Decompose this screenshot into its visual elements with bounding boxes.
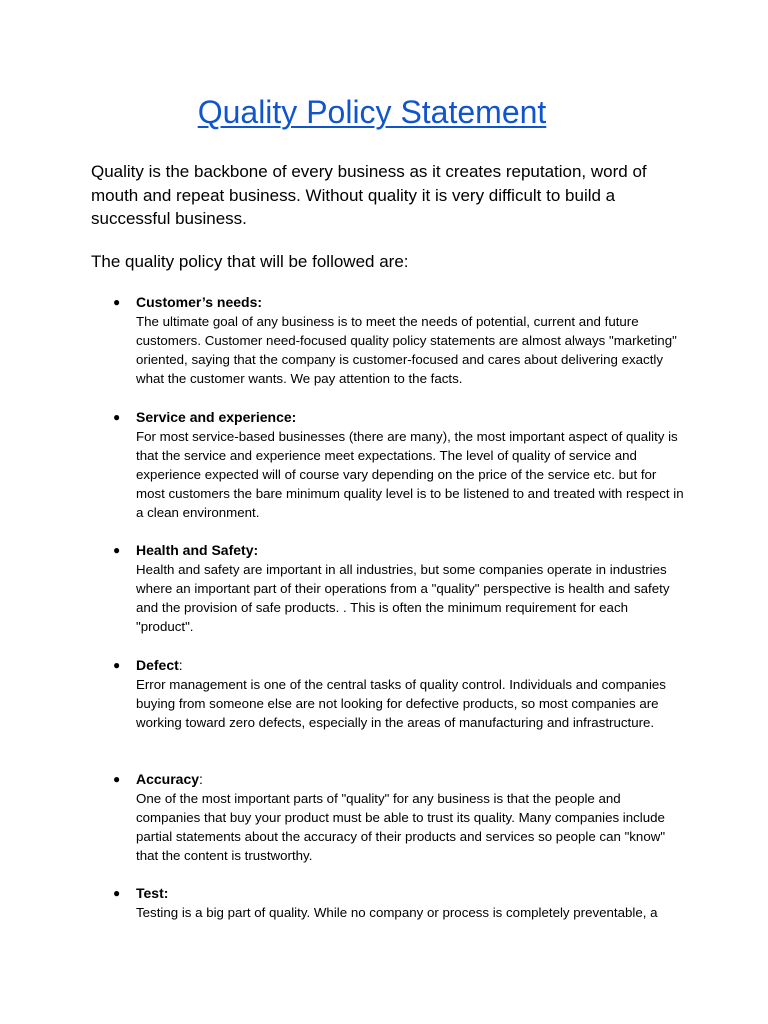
list-item-body: The ultimate goal of any business is to meet the needs of potential, current and future customers. Customer need-focused quality policy statements are almost always "marketing" oriented, saying that the company is customer-focused and cares about delivering exactly what the customer wants. We pay attention to the facts. bbox=[136, 314, 677, 386]
list-item-body: Testing is a big part of quality. While no company or process is completely preventable, a bbox=[136, 905, 658, 920]
list-item-heading bbox=[136, 770, 203, 789]
bullet-icon: ● bbox=[113, 410, 121, 424]
list-item-heading-text: Defect bbox=[136, 657, 179, 673]
list-item-heading bbox=[136, 884, 168, 903]
list-item-heading-text: Test: bbox=[136, 885, 169, 901]
list-item-heading bbox=[136, 408, 296, 427]
list-item-heading-suffix: : bbox=[199, 771, 203, 787]
bullet-icon: ● bbox=[113, 295, 121, 309]
bullet-icon: ● bbox=[113, 543, 121, 557]
list-item-heading bbox=[136, 293, 262, 312]
bullet-icon: ● bbox=[113, 658, 121, 672]
bullet-icon: ● bbox=[113, 886, 121, 900]
list-item-body: Health and safety are important in all industries, but some companies operate in industries where an important part of their operations from a "quality" perspective is health and safety and the provision of safe products. . This is often the minimum requirement for each "product". bbox=[136, 562, 670, 634]
list-item-body: Error management is one of the central tasks of quality control. Individuals and companies buying from someone else are not looking for defective products, so most companies are working toward zero defects, especially in the areas of manufacturing and infrastructure. bbox=[136, 677, 666, 730]
lead-paragraph: The quality policy that will be followed are: bbox=[91, 252, 409, 271]
page-title: Quality Policy Statement bbox=[197, 94, 547, 130]
list-item-heading-text: Service and experience: bbox=[136, 409, 297, 425]
list-item-heading bbox=[136, 656, 183, 675]
list-item-heading-text: Customer’s needs: bbox=[136, 294, 263, 310]
list-item-heading bbox=[136, 541, 258, 560]
bullet-icon: ● bbox=[113, 772, 121, 786]
list-item-body: For most service-based businesses (there are many), the most important aspect of quality is that the service and experience meet expectations. The level of quality of service and experience expected will of course vary depending on the price of the service etc. but for most customers the bare minimum quality level is to be listened to and treated with respect in a clean environment. bbox=[136, 429, 684, 520]
intro-paragraph: Quality is the backbone of every business as it creates reputation, word of mouth and repeat business. Without quality it is very difficult to build a successful business. bbox=[91, 162, 647, 228]
list-item-heading-text: Accuracy bbox=[136, 771, 200, 787]
list-item-body: One of the most important parts of "quality" for any business is that the people and companies that buy your product must be able to trust its quality. Many companies include partial statements about the accuracy of their products and services so people can "know" that the content is trustworthy. bbox=[136, 791, 666, 863]
list-item-heading-text: Health and Safety: bbox=[136, 542, 259, 558]
list-item-heading-suffix: : bbox=[178, 657, 183, 673]
